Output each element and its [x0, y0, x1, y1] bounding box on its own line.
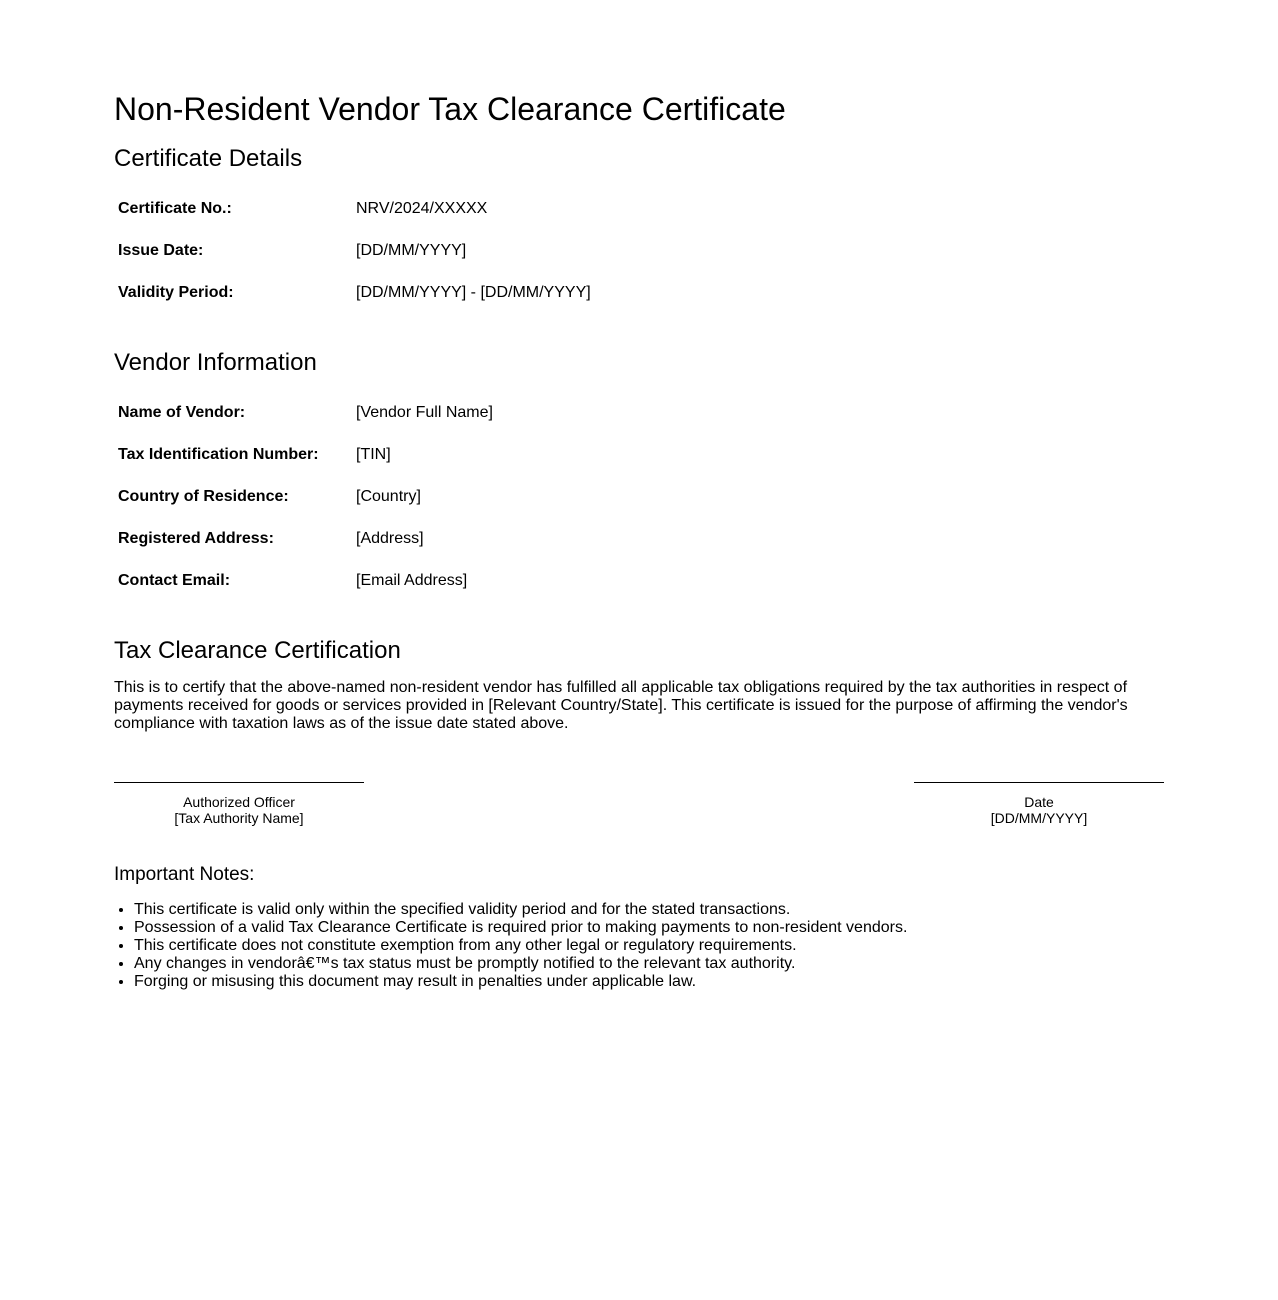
vendor-name-value: [Vendor Full Name] [356, 404, 493, 421]
officer-signature [114, 782, 364, 826]
certificate-number-row [114, 188, 595, 230]
email-row [114, 560, 497, 602]
date-signature [914, 782, 1164, 826]
tax-clearance-statement: This is to certify that the above-named non-resident vendor has fulfilled all applicable tax obligations required by the tax authorities in respect of payments received for goods or services provided in [Relevant Country/State]. This certificate is issued for the purpose of affirming the vendor's compliance with taxation laws as of the issue date stated above. [114, 679, 1128, 732]
issue-date-label: Issue Date: [118, 242, 204, 259]
address-label: Registered Address: [118, 530, 274, 547]
note-item: • Any changes in vendorâ€™s tax status must be promptly notified to the relevant tax authority. [134, 955, 1164, 973]
note-item: • This certificate does not constitute exemption from any other legal or regulatory requirements. [134, 937, 1164, 955]
officer-title: Authorized Officer [183, 794, 295, 810]
email-value: [Email Address] [356, 572, 468, 589]
validity-period-label: Validity Period: [118, 284, 234, 301]
tin-value: [TIN] [356, 446, 391, 463]
country-row [114, 476, 497, 518]
vendor-name-label: Name of Vendor: [118, 404, 246, 421]
country-value: [Country] [356, 488, 421, 505]
certificate-number-label: Certificate No.: [118, 200, 232, 217]
certificate-details-heading: Certificate Details [114, 145, 303, 172]
document-title: Non-Resident Vendor Tax Clearance Certificate [114, 91, 786, 127]
address-row [114, 518, 497, 560]
vendor-information-table [114, 392, 497, 602]
important-notes-list [114, 901, 1164, 991]
important-notes-heading: Important Notes: [114, 864, 255, 885]
signature-block [114, 782, 1164, 826]
tax-authority-name: [Tax Authority Name] [174, 810, 304, 826]
validity-period-row [114, 272, 595, 314]
email-label: Contact Email: [118, 572, 231, 589]
date-value: [DD/MM/YYYY] [990, 810, 1088, 826]
officer-signature-line [114, 782, 364, 783]
note-item: • This certificate is valid only within the specified validity period and for the stated transactions. [134, 901, 1164, 919]
date-label: Date [1024, 794, 1054, 810]
address-value: [Address] [356, 530, 424, 547]
tin-label: Tax Identification Number: [118, 446, 319, 463]
tax-clearance-heading: Tax Clearance Certification [114, 637, 401, 664]
note-item: • Possession of a valid Tax Clearance Certificate is required prior to making payments to non-resident vendors. [134, 919, 1164, 937]
vendor-name-row [114, 392, 497, 434]
country-label: Country of Residence: [118, 488, 289, 505]
issue-date-row [114, 230, 595, 272]
date-signature-line [914, 782, 1164, 783]
tin-row [114, 434, 497, 476]
certificate-details-table [114, 188, 595, 314]
note-item: • Forging or misusing this document may result in penalties under applicable law. [134, 973, 1164, 991]
certificate-number-value: NRV/2024/XXXXX [356, 200, 488, 217]
issue-date-value: [DD/MM/YYYY] [356, 242, 467, 259]
vendor-information-heading: Vendor Information [114, 349, 317, 376]
validity-period-value: [DD/MM/YYYY] - [DD/MM/YYYY] [356, 284, 591, 301]
